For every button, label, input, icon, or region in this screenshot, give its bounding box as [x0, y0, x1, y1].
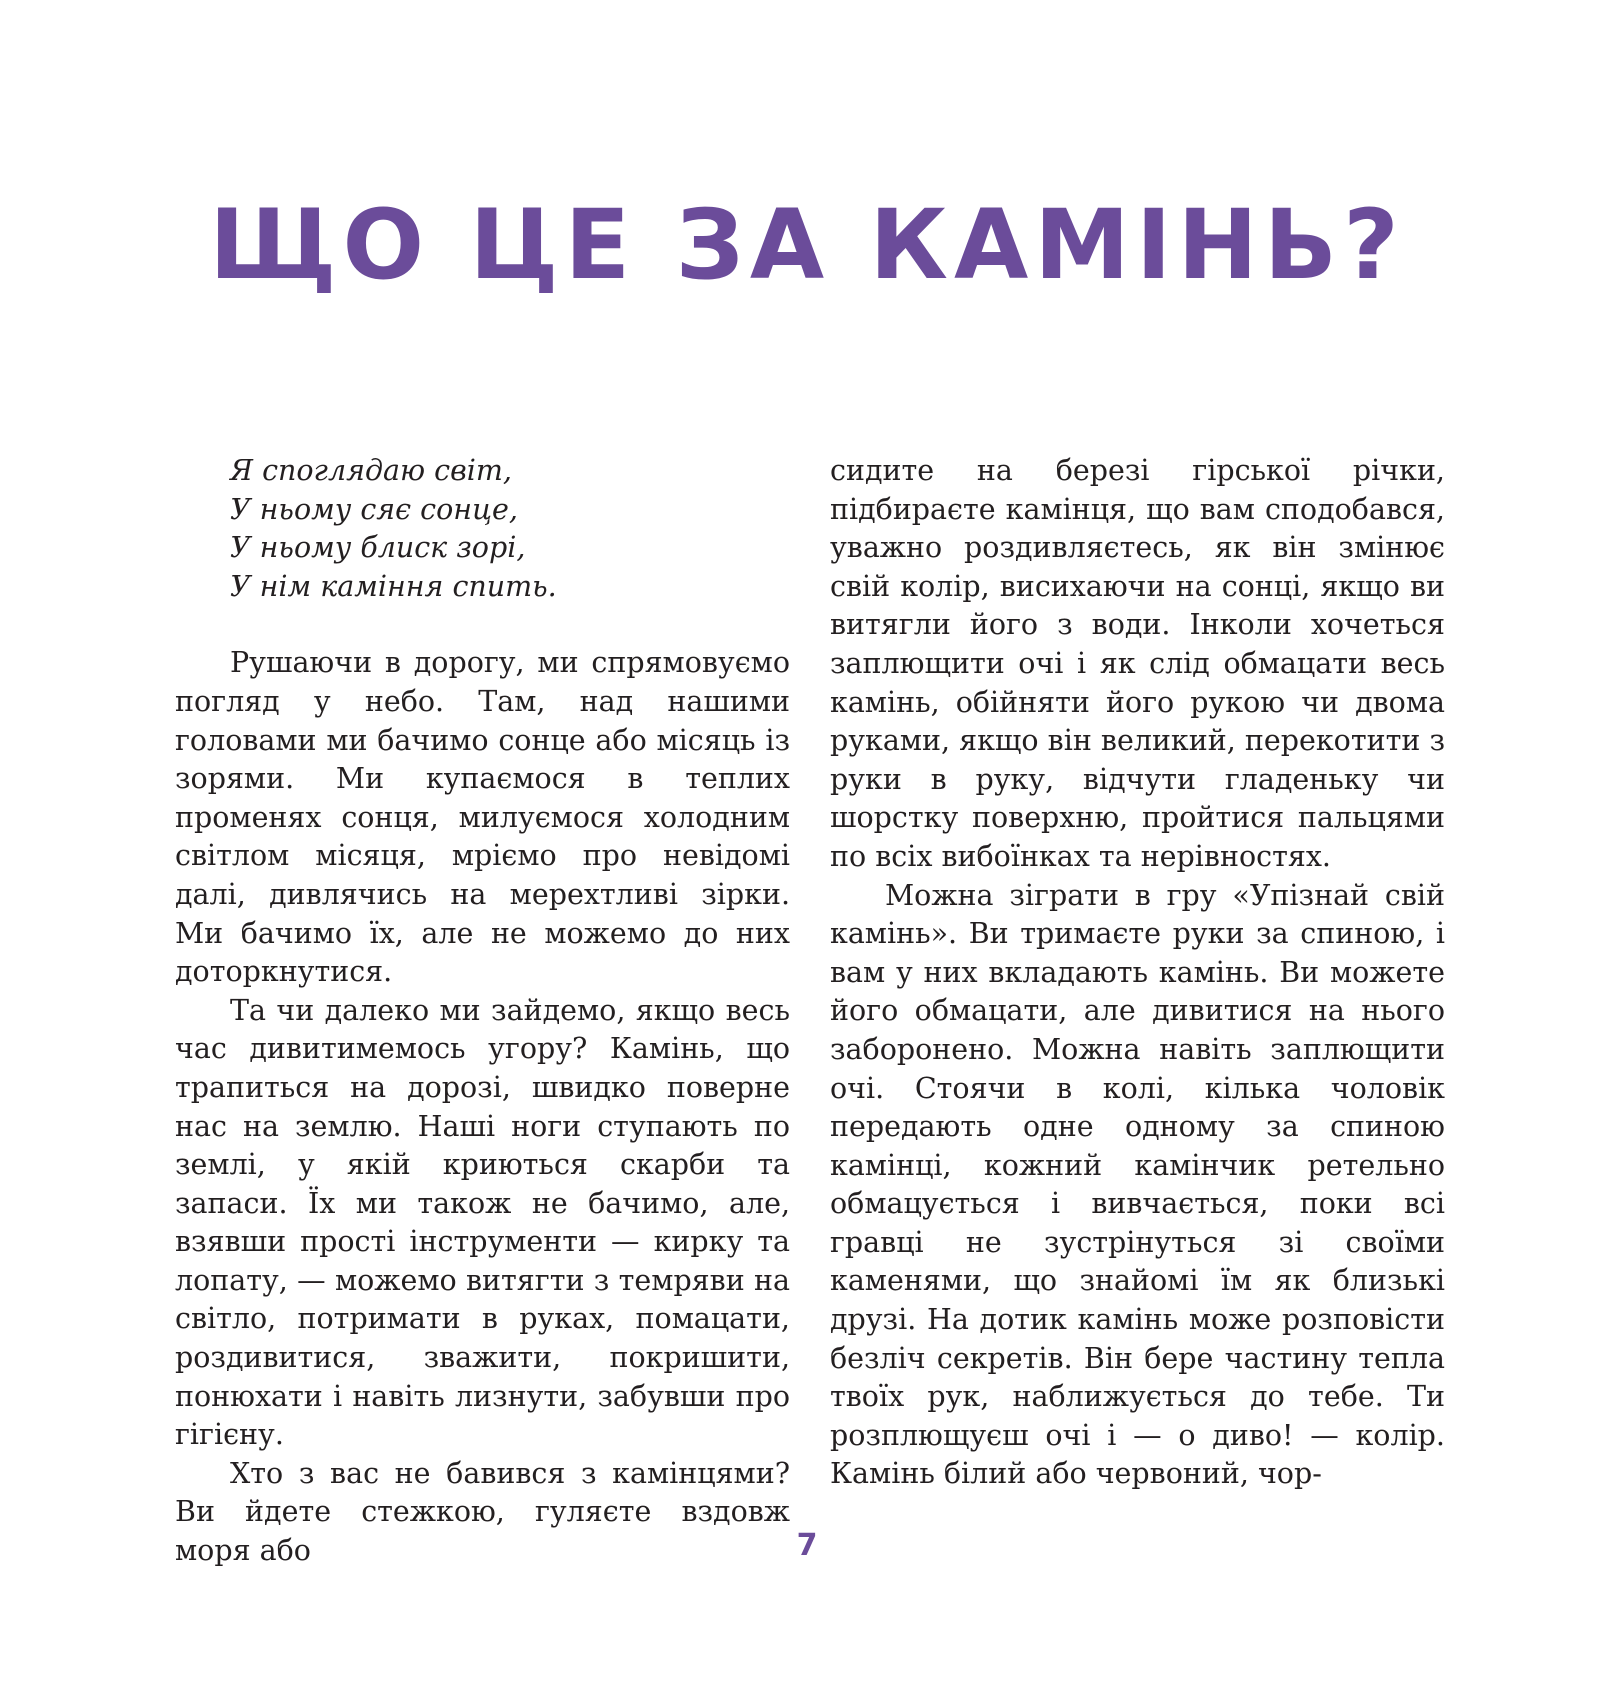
- epigraph-poem: [230, 452, 790, 606]
- left-paragraph-3: Хто з вас не бавився з камінцями? Ви йдете стежкою, гуляєте вздовж моря або: [175, 1456, 790, 1568]
- right-paragraph-2: Можна зіграти в гру «Упізнай свій камінь». Ви тримаєте руки за спиною, і вам у них вкладають камінь. Ви можете його обмацати, але дивитися на нього заборонено. Можна навіть заплющити очі. Стоячи в колі, кілька чоловік передають одне одному за спиною камінці, кожний камінчик ретельно обмацується і вивчається, поки всі гравці не зустрінуться зі своїми каменями, що знайомі їм як близькі друзі. На дотик камінь може розповісти безліч секретів. Він бере частину тепла твоїх рук, наближується до тебе. Ти розплющуєш очі і — о диво! — колір. Камінь білий або червоний, чор-: [830, 878, 1445, 1491]
- left-column: [175, 452, 790, 1571]
- poem-line-3: У ньому блиск зорі,: [230, 531, 526, 565]
- right-paragraph-1: сидите на березі гірської річки, підбираєте камінця, що вам сподобався, уважно роздивляєтесь, як він змінює свій колір, висихаючи на сонці, якщо ви витягли його з води. Інколи хочеться заплющити очі і як слід обмацати весь камінь, обійняти його рукою чи двома руками, якщо він великий, перекотити з руки в руку, відчути гладеньку чи шорстку поверхню, пройтися пальцями по всіх вибоїнках та нерівностях.: [830, 454, 1445, 873]
- poem-line-2: У ньому сяє сонце,: [230, 492, 518, 526]
- poem-line-1: Я споглядаю світ,: [230, 454, 512, 487]
- right-column: [830, 452, 1445, 1494]
- page-title: ЩО ЦЕ ЗА КАМІНЬ?: [209, 189, 1405, 301]
- left-paragraph-1: Рушаючи в дорогу, ми спрямовуємо погляд у небо. Там, над нашими головами ми бачимо сонце або місяць із зорями. Ми купаємося в теплих променях сонця, милуємося холодним світлом місяця, мріємо про невідомі далі, дивлячись на мерехтливі зірки. Ми бачимо їх, але не можемо до них доторкнутися.: [175, 646, 790, 989]
- poem-line-4: У нім каміння спить.: [230, 569, 557, 603]
- left-paragraph-2: Та чи далеко ми зайдемо, якщо весь час дивитимемось угору? Камінь, що трапиться на дорозі, швидко поверне нас на землю. Наші ноги ступають по землі, у якій криються скарби та запаси. Їх ми також не бачимо, але, взявши прості інструменти — кирку та лопату, — можемо витягти з темряви на світло, потримати в руках, помацати, роздивитися, зважити, покришити, понюхати і навіть лизнути, забувши про гігієну.: [175, 993, 790, 1452]
- page-number: 7: [796, 1528, 818, 1563]
